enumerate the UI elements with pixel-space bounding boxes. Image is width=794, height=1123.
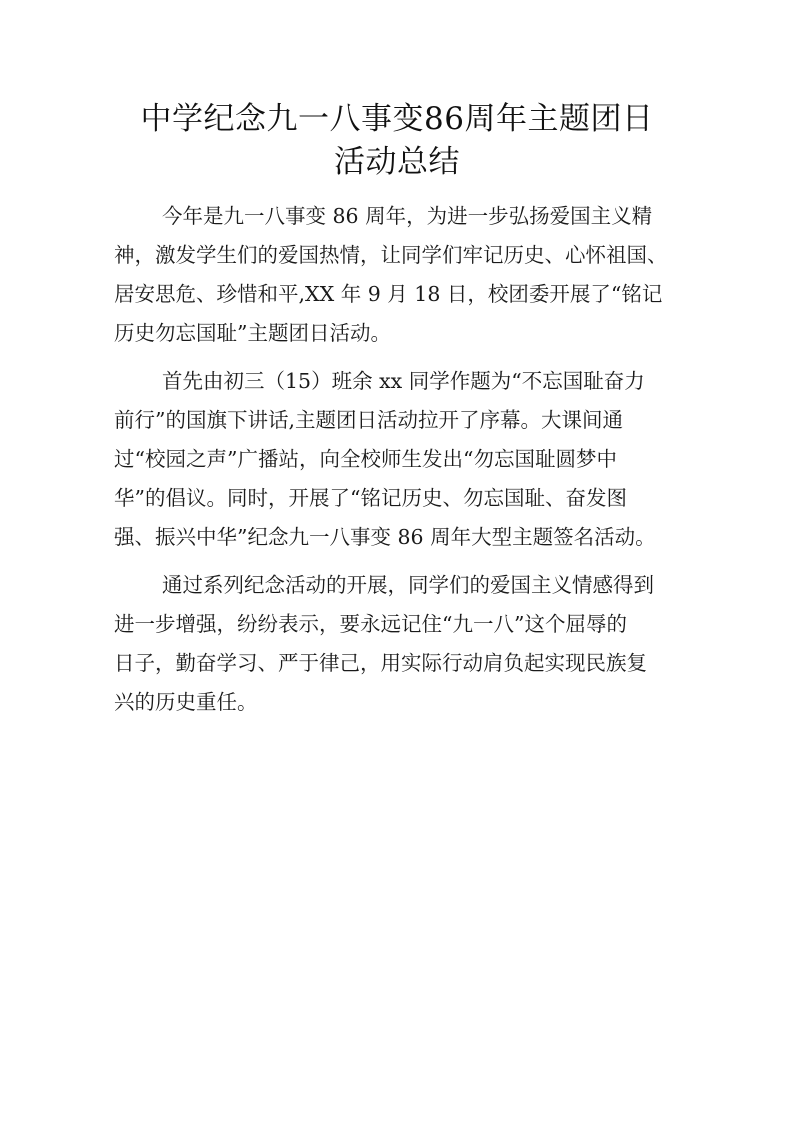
- paragraph-line: 通过系列纪念活动的开展，同学们的爱国主义情感得到: [162, 573, 654, 597]
- paragraph-2: [114, 362, 694, 557]
- paragraph-line: 历史勿忘国耻”主题团日活动。: [114, 321, 391, 345]
- paragraph-line: 前行”的国旗下讲话,主题团日活动拉开了序幕。大课间通: [114, 408, 623, 432]
- paragraph-line: 华”的倡议。同时，开展了“铭记历史、勿忘国耻、奋发图: [114, 486, 627, 510]
- paragraph-line: 强、振兴中华”纪念九一八事变 86 周年大型主题签名活动。: [114, 525, 656, 549]
- paragraph-3: [114, 566, 694, 722]
- paragraph-1: [114, 197, 694, 353]
- paragraph-line: 兴的历史重任。: [114, 690, 258, 714]
- document-title-line-1: 中学纪念九一八事变86周年主题团日: [140, 101, 654, 137]
- paragraph-line: 居安思危、珍惜和平,XX 年 9 月 18 日，校团委开展了“铭记: [114, 282, 663, 306]
- paragraph-line: 神，激发学生们的爱国热情，让同学们牢记历史、心怀祖国、: [114, 243, 668, 267]
- document-title-line-2: 活动总结: [334, 144, 460, 180]
- paragraph-line: 日子，勤奋学习、严于律己，用实际行动肩负起实现民族复: [114, 651, 647, 675]
- paragraph-line: 首先由初三（15）班余 xx 同学作题为“不忘国耻奋力: [162, 369, 645, 393]
- paragraph-line: 过“校园之声”广播站，向全校师生发出“勿忘国耻圆梦中: [114, 447, 617, 471]
- paragraph-line: 进一步增强，纷纷表示，要永远记住“九一八”这个屈辱的: [114, 612, 627, 636]
- paragraph-line: 今年是九一八事变 86 周年，为进一步弘扬爱国主义精: [162, 204, 653, 228]
